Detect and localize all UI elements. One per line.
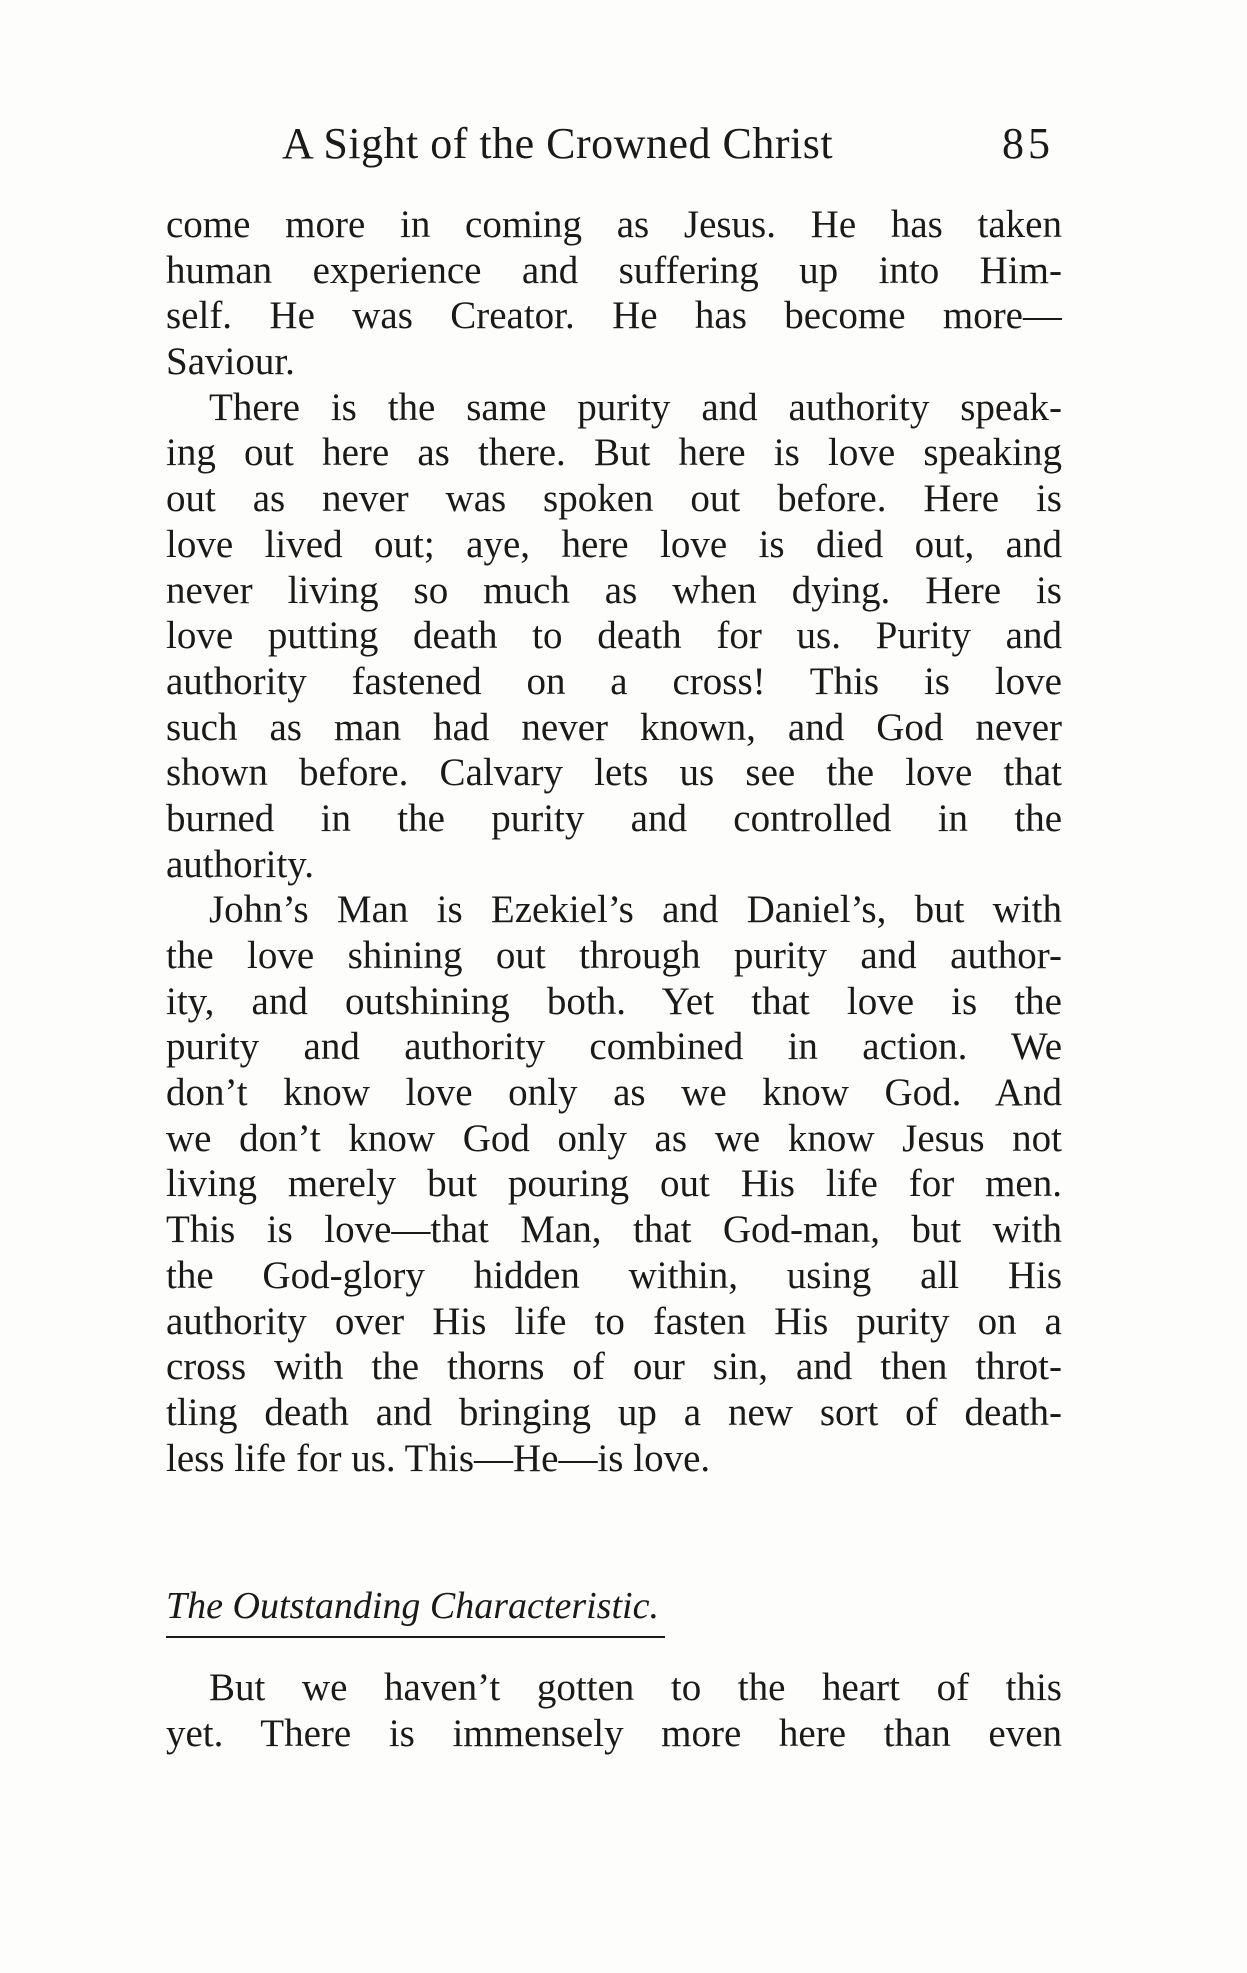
running-title: A Sight of the Crowned Christ: [282, 119, 834, 168]
text-line: we don’t know God only as we know Jesus not: [166, 1116, 1062, 1160]
section-heading-row: [166, 1583, 1062, 1643]
paragraph-2: [166, 385, 1062, 888]
text-line: never living so much as when dying. Here is: [166, 568, 1062, 612]
text-line: come more in coming as Jesus. He has taken: [166, 203, 1062, 246]
text-line: This is love—that Man, that God-man, but with: [166, 1208, 1062, 1252]
text-line: ity, and outshining both. Yet that love is the: [166, 979, 1062, 1023]
text-line: authority over His life to fasten His purity on a: [166, 1299, 1062, 1343]
text-line: purity and authority combined in action. We: [166, 1025, 1062, 1069]
text-line: the love shining out through purity and author-: [166, 934, 1062, 977]
text-line: human experience and suffering up into Him-: [166, 248, 1062, 292]
text-line: don’t know love only as we know God. And: [166, 1071, 1062, 1115]
text-line: out as never was spoken out before. Here is: [166, 477, 1062, 521]
text-line: tling death and bringing up a new sort of death-: [166, 1390, 1062, 1434]
text-line: John’s Man is Ezekiel’s and Daniel’s, but with: [209, 888, 1062, 932]
text-line: authority fastened on a cross! This is love: [166, 659, 1062, 703]
text-line: shown before. Calvary lets us see the love that: [166, 751, 1062, 795]
text-line: authority.: [166, 842, 315, 886]
text-line: cross with the thorns of our sin, and then throt-: [166, 1345, 1062, 1389]
text-line: There is the same purity and authority speak-: [209, 385, 1062, 429]
text-line: less life for us. This—He—is love.: [166, 1436, 711, 1480]
text-line: love lived out; aye, here love is died out, and: [166, 522, 1062, 566]
paragraph-4: [166, 1665, 1062, 1756]
section-heading: The Outstanding Characteristic.: [166, 1584, 665, 1638]
running-head: [282, 118, 1062, 178]
text-line: But we haven’t gotten to the heart of this: [209, 1666, 1062, 1710]
text-line: ing out here as there. But here is love speaking: [166, 431, 1062, 475]
body-text: [166, 202, 1062, 1757]
text-line: burned in the purity and controlled in the: [166, 796, 1062, 840]
page-number: 85: [1002, 119, 1054, 168]
text-line: Saviour.: [166, 340, 295, 384]
text-line: yet. There is immensely more here than even: [166, 1711, 1062, 1755]
text-line: living merely but pouring out His life for men.: [166, 1162, 1062, 1206]
text-line: the God-glory hidden within, using all His: [166, 1253, 1062, 1297]
text-line: such as man had never known, and God never: [166, 705, 1062, 749]
text-line: love putting death to death for us. Purity and: [166, 614, 1062, 658]
paragraph-1: [166, 202, 1062, 385]
paragraph-3: [166, 887, 1062, 1481]
heading-spacer: [166, 1643, 1062, 1665]
text-line: self. He was Creator. He has become more—: [166, 294, 1062, 338]
section-spacer: [166, 1481, 1062, 1583]
